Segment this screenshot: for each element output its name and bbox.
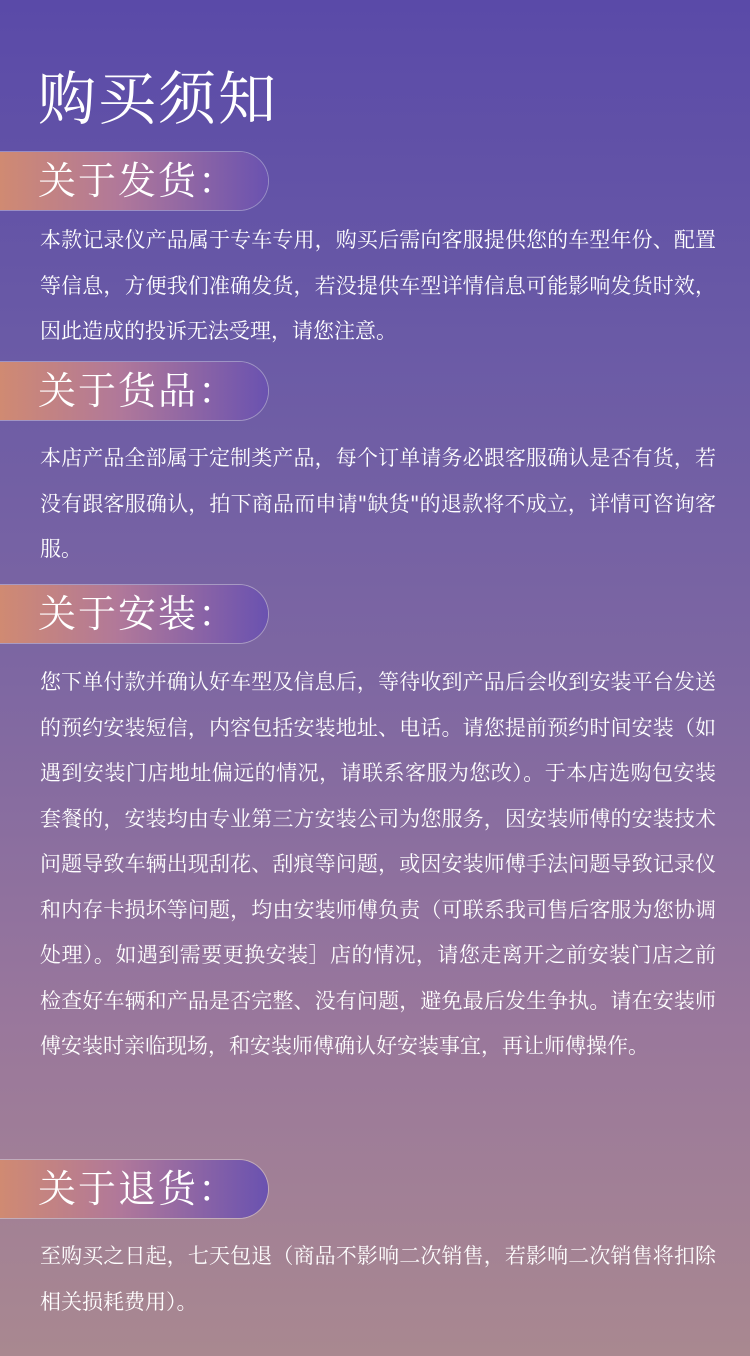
section-body-returns: 至购买之日起，七天包退（商品不影响二次销售，若影响二次销售将扣除相关损耗费用）。 <box>40 1244 716 1314</box>
section-heading-returns <box>0 1160 268 1218</box>
section-heading-label: 关于安装： <box>38 592 239 636</box>
section-body-goods: 本店产品全部属于定制类产品，每个订单请务必跟客服确认是否有货，若没有跟客服确认，拍下商品而申请"缺货"的退款将不成立，详情可咨询客服。 <box>40 446 716 561</box>
page-title: 购买须知 <box>38 65 279 133</box>
section-heading-label: 关于货品： <box>38 369 239 413</box>
section-heading-installation <box>0 585 268 643</box>
section-heading-shipping <box>0 152 268 210</box>
section-body-shipping: 本款记录仪产品属于专车专用，购买后需向客服提供您的车型年份、配置等信息，方便我们准确发货，若没提供车型详情信息可能影响发货时效，因此造成的投诉无法受理，请您注意。 <box>40 228 716 343</box>
section-heading-goods <box>0 362 268 420</box>
section-body-installation: 您下单付款并确认好车型及信息后，等待收到产品后会收到安装平台发送的预约安装短信，内容包括安装地址、电话。请您提前预约时间安装（如遇到安装门店地址偏远的情况，请联系客服为您改）。于本店选购包安装套餐的，安装均由专业第三方安装公司为您服务，因安装师傅的安装技术问题导致车辆出现刮花、刮痕等问题，或因安装师傅手法问题导致记录仪和内存卡损坏等问题，均由安装师傅负责（可联系我司售后客服为您协调处理）。如遇到需要更换安装］店的情况，请您走离开之前安装门店之前检查好车辆和产品是否完整、没有问题，避免最后发生争执。请在安装师傅安装时亲临现场，和安装师傅确认好安装事宜，再让师傅操作。 <box>40 670 716 1058</box>
section-heading-label: 关于退货： <box>38 1167 239 1211</box>
section-heading-label: 关于发货： <box>38 159 239 203</box>
